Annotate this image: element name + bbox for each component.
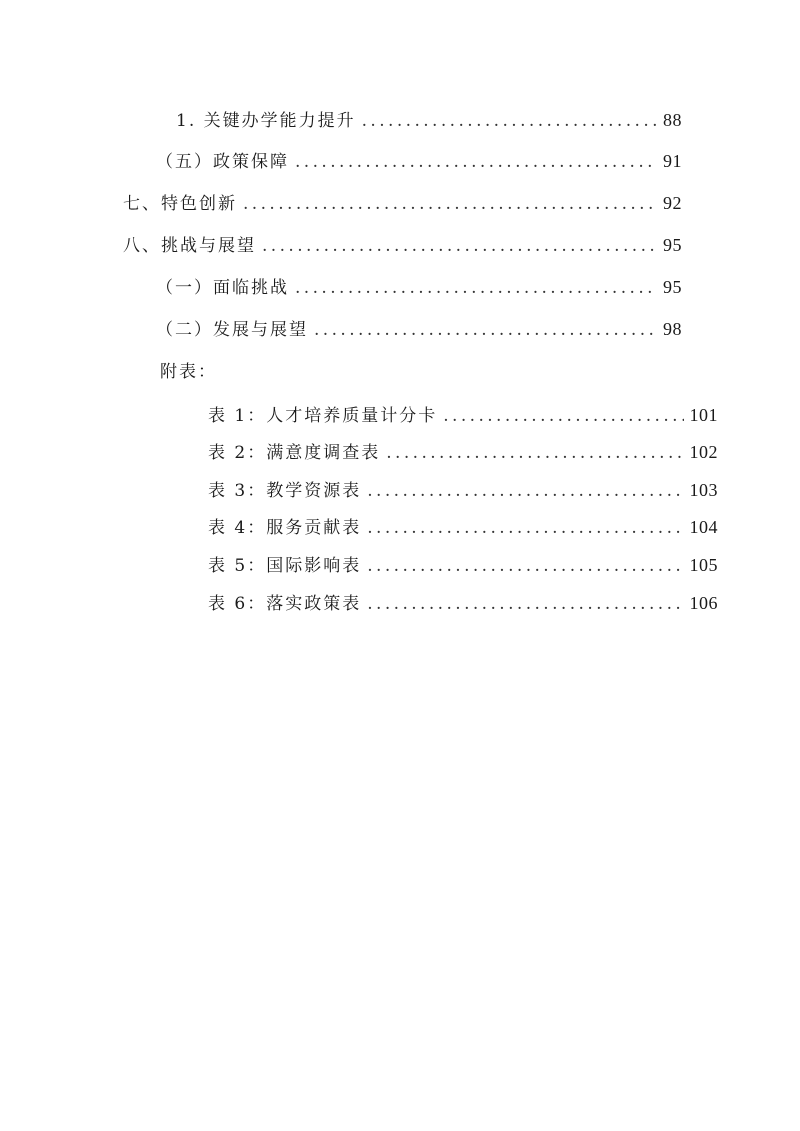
toc-entry[interactable]	[156, 318, 682, 340]
toc-dot-leader	[362, 110, 657, 132]
appendix-entry-title: 表 1：人才培养质量计分卡	[208, 406, 438, 426]
appendix-entry-title: 表 3：教学资源表	[208, 481, 362, 501]
appendix-entry-page-number: 106	[689, 593, 718, 613]
appendix-entry-page-number: 101	[689, 405, 718, 425]
toc-entry[interactable]	[156, 150, 682, 172]
toc-dot-leader	[314, 319, 657, 341]
appendix-entry[interactable]	[208, 554, 718, 576]
toc-entry[interactable]	[123, 234, 682, 256]
toc-entry[interactable]	[123, 192, 682, 214]
appendix-heading: 附表：	[160, 362, 217, 382]
toc-dot-leader	[295, 151, 657, 173]
appendix-entry[interactable]	[208, 516, 718, 538]
toc-entry[interactable]	[176, 109, 682, 131]
toc-entry-title: 1. 关键办学能力提升	[176, 111, 356, 131]
appendix-entry-page-number: 104	[689, 517, 718, 537]
appendix-entry-page-number: 105	[689, 555, 718, 575]
appendix-entry[interactable]	[208, 479, 718, 501]
appendix-entry-page-number: 103	[689, 480, 718, 500]
toc-dot-leader	[367, 593, 683, 615]
toc-entry-page-number: 92	[663, 193, 682, 213]
toc-dot-leader	[243, 193, 657, 215]
appendix-entry-title: 表 2：满意度调查表	[208, 443, 381, 463]
toc-dot-leader	[386, 442, 683, 464]
toc-dot-leader	[367, 555, 683, 577]
toc-dot-leader	[367, 480, 683, 502]
toc-entry-title: 七、特色创新	[123, 194, 237, 214]
toc-dot-leader	[367, 517, 683, 539]
toc-entry-title: （二）发展与展望	[156, 320, 308, 340]
toc-dot-leader	[443, 405, 683, 427]
appendix-entry-page-number: 102	[689, 442, 718, 462]
toc-entry-page-number: 91	[663, 151, 682, 171]
appendix-entry[interactable]	[208, 592, 718, 614]
appendix-entry-title: 表 4：服务贡献表	[208, 518, 362, 538]
toc-dot-leader	[262, 235, 657, 257]
toc-entry-title: 八、挑战与展望	[123, 236, 256, 256]
toc-dot-leader	[295, 277, 657, 299]
appendix-entry-title: 表 5：国际影响表	[208, 556, 362, 576]
toc-entry-page-number: 88	[663, 110, 682, 130]
toc-entry-title: （五）政策保障	[156, 152, 289, 172]
appendix-entry[interactable]	[208, 404, 718, 426]
appendix-entry[interactable]	[208, 441, 718, 463]
toc-entry-page-number: 95	[663, 235, 682, 255]
toc-entry-page-number: 95	[663, 277, 682, 297]
toc-entry[interactable]	[156, 276, 682, 298]
toc-entry-page-number: 98	[663, 319, 682, 339]
appendix-entry-title: 表 6：落实政策表	[208, 594, 362, 614]
toc-entry-title: （一）面临挑战	[156, 278, 289, 298]
